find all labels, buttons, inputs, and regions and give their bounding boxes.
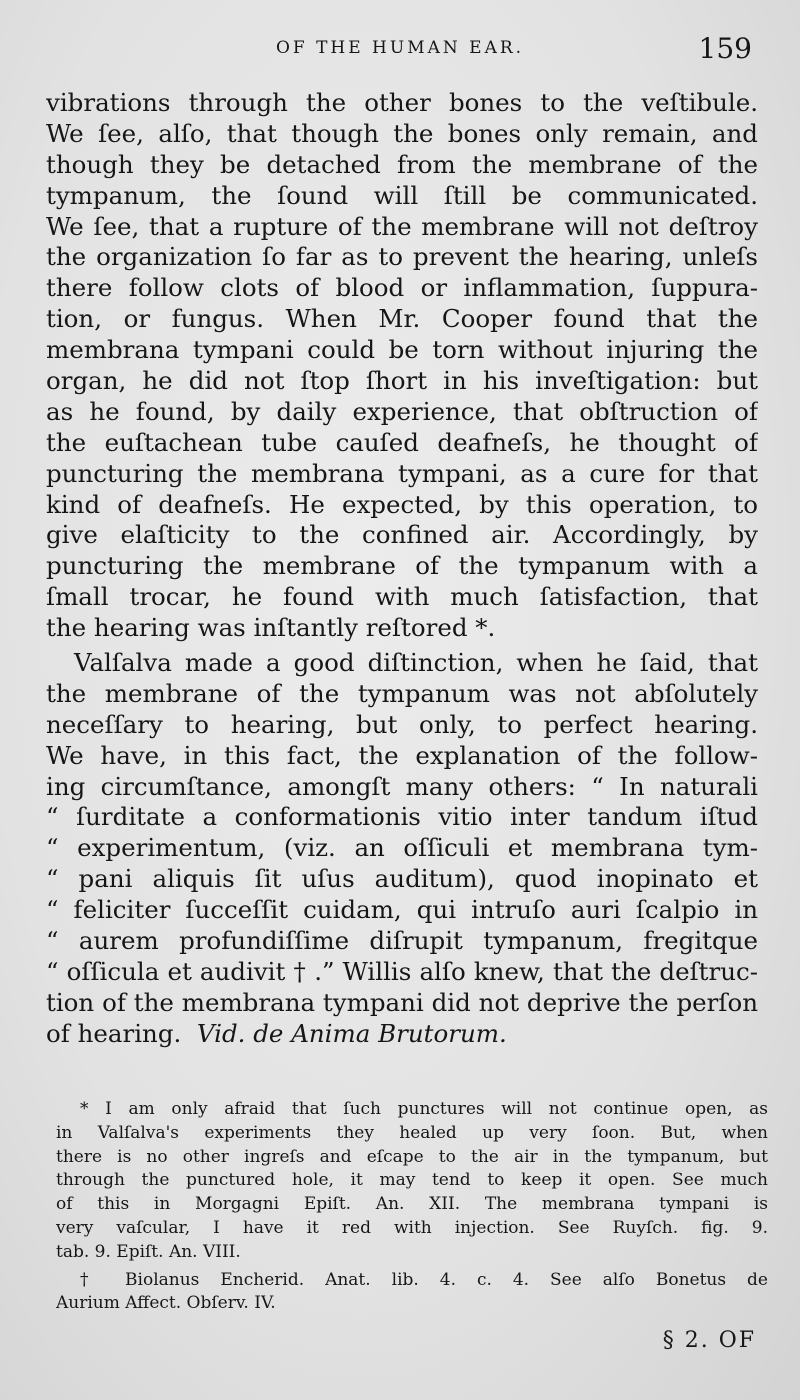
body-line: the hearing was inſtantly reſtored *. — [46, 613, 496, 643]
body-line: “ pani aliquis ſit uſus auditum), quod inopinato et — [46, 864, 758, 894]
body-line: puncturing the membrane of the tympanum with a — [46, 551, 758, 581]
footnote-line: of this in Morgagni Epiſt. An. XII. The membrana tympani is — [56, 1194, 768, 1215]
body-line: “ aurem profundiſſime diſrupit tympanum, fregitque — [46, 926, 758, 956]
body-line: neceſſary to hearing, but only, to perfect hearing. — [46, 709, 758, 739]
catchword: § 2. OF — [662, 1328, 756, 1353]
body-line: “ feliciter ſucceſſit cuidam, qui intruſo auri ſcalpio in — [46, 895, 758, 925]
body-line: tion, or fungus. When Mr. Cooper found that the — [46, 304, 758, 334]
body-line: vibrations through the other bones to the veſtibule. — [46, 88, 758, 117]
body-line: We ſee, alſo, that though the bones only remain, and — [46, 118, 758, 148]
body-line: the membrane of the tympanum was not abſolutely — [46, 678, 758, 708]
footnote-line: through the punctured hole, it may tend to keep it open. See much — [56, 1170, 768, 1191]
citation-reference: Vid. de Anima Brutorum. — [196, 1018, 507, 1048]
body-line: there follow clots of blood or inflammation, ſuppura- — [46, 273, 758, 303]
body-line: as he found, by daily experience, that obſtruction of — [46, 396, 758, 426]
body-line: though they be detached from the membrane of the — [46, 149, 758, 179]
footnote-line: there is no other ingreſs and eſcape to the air in the tympanum, but — [56, 1146, 768, 1167]
body-line: We ſee, that a rupture of the membrane will not deſtroy — [46, 211, 758, 241]
page-number: 159 — [698, 32, 752, 65]
body-line: membrana tympani could be torn without injuring the — [46, 335, 758, 365]
body-line: Valſalva made a good diſtinction, when he ſaid, that — [74, 648, 758, 678]
footnote-line: very vaſcular, I have it red with injection. See Ruyſch. fig. 9. — [56, 1217, 768, 1238]
body-line: ing circumſtance, amongſt many others: “ In naturali — [46, 771, 758, 801]
body-line: organ, he did not ſtop ſhort in his inveſtigation: but — [46, 366, 758, 396]
footnote-line: * I am only afraid that ſuch punctures will not continue open, as — [80, 1099, 768, 1119]
running-head — [0, 34, 800, 68]
body-line: “ experimentum, (viz. an oſſiculi et membrana tym- — [46, 833, 758, 863]
body-line: of hearing. — [46, 1018, 182, 1048]
body-text — [46, 88, 758, 1050]
body-line: puncturing the membrana tympani, as a cure for that — [46, 458, 758, 488]
body-line: the euſtachean tube cauſed deafneſs, he thought of — [46, 427, 758, 457]
body-line: ſmall trocar, he found with much ſatisfaction, that — [46, 582, 758, 612]
running-title: OF THE HUMAN EAR. — [275, 38, 525, 58]
body-line: “ ſurditate a conformationis vitio inter tandum iſtud — [46, 802, 758, 832]
footnotes — [56, 1098, 768, 1316]
footnote-line: in Valſalva's experiments they healed up very ſoon. But, when — [56, 1122, 768, 1143]
footnote-line: † Biolanus Encherid. Anat. lib. 4. c. 4. See alſo Bonetus de — [80, 1269, 768, 1290]
body-line: the organization ſo far as to prevent the hearing, unleſs — [46, 242, 758, 272]
body-line: tion of the membrana tympani did not deprive the perſon — [46, 987, 758, 1017]
body-line: “ oſſicula et audivit † .” Willis alſo knew, that the deſtruc- — [46, 956, 758, 986]
body-line-final — [46, 1019, 758, 1050]
body-line: tympanum, the ſound will ſtill be communicated. — [46, 180, 758, 210]
body-line: kind of deafneſs. He expected, by this operation, to — [46, 489, 758, 519]
body-line: We have, in this fact, the explanation of the follow- — [46, 740, 758, 770]
footnote-line: tab. 9. Epiſt. An. VIII. — [56, 1241, 241, 1262]
body-line: give elaſticity to the confined air. Accordingly, by — [46, 520, 758, 550]
footnote-line: Aurium Affect. Obſerv. IV. — [56, 1293, 276, 1314]
